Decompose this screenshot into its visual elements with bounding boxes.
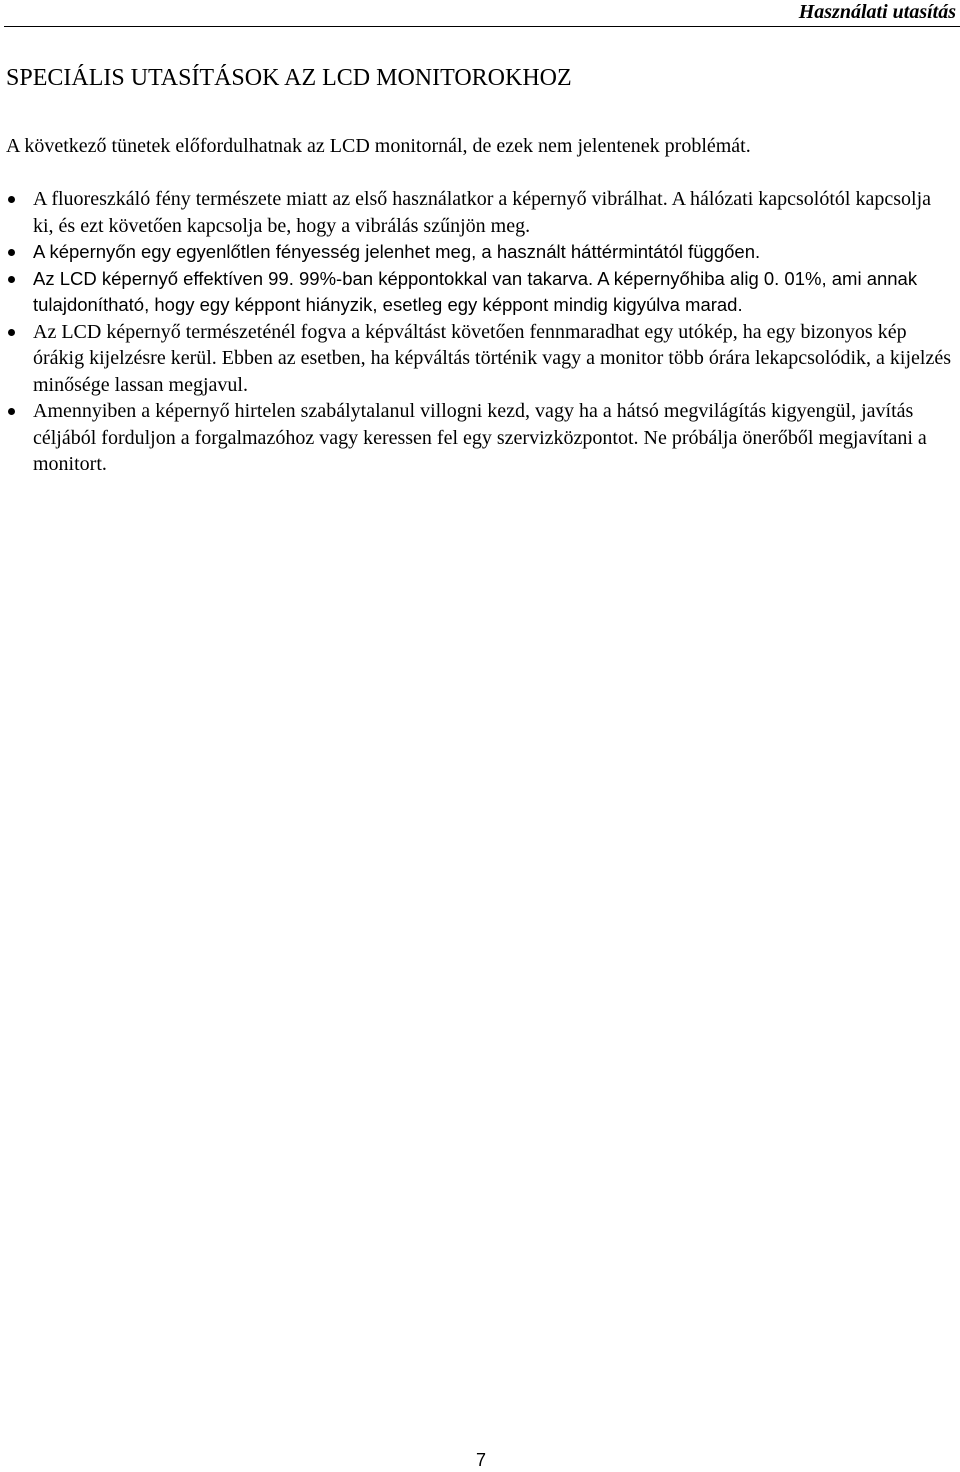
intro-paragraph: A következő tünetek előfordulhatnak az LCD monitornál, de ezek nem jelentenek problémát. bbox=[6, 135, 751, 157]
bullet-icon bbox=[8, 408, 15, 415]
section-title: SPECIÁLIS UTASÍTÁSOK AZ LCD MONITOROKHOZ bbox=[6, 65, 572, 91]
list-item bbox=[0, 239, 960, 266]
bullet-icon bbox=[8, 329, 15, 336]
header-divider bbox=[4, 26, 960, 27]
bullet-text: A fluoreszkáló fény természete miatt az első használatkor a képernyő vibrálhat. A hálózati kapcsolótól kapcsolja ki, és ezt követően kapcsolja be, hogy a vibrálás szűnjön meg. bbox=[33, 188, 932, 237]
bullet-text: Az LCD képernyő természeténél fogva a képváltást követően fennmaradhat egy utókép, ha egy bizonyos kép órákig kijelzésre kerül. Ebben az esetben, ha képváltás történik vagy a monitor több órára lekapcsolódik, a kijelzés minősége lassan megjavul. bbox=[33, 320, 951, 396]
bullet-list bbox=[0, 186, 960, 478]
page-number: 7 bbox=[476, 1450, 487, 1470]
list-item bbox=[0, 266, 960, 319]
bullet-text: Az LCD képernyő effektíven 99. 99%-ban képpontokkal van takarva. A képernyőhiba alig 0. 01%, ami annak tulajdonítható, hogy egy képpont hiányzik, esetleg egy képpont mindig kigyúlva marad. bbox=[33, 267, 918, 315]
list-item bbox=[0, 319, 960, 399]
bullet-text: A képernyőn egy egyenlőtlen fényesség jelenhet meg, a használt háttérmintától függően. bbox=[33, 241, 761, 262]
header-title: Használati utasítás bbox=[798, 1, 956, 23]
bullet-icon bbox=[8, 196, 15, 203]
bullet-icon bbox=[8, 276, 15, 283]
list-item bbox=[0, 398, 960, 478]
bullet-icon bbox=[8, 249, 15, 256]
list-item bbox=[0, 186, 960, 239]
bullet-text: Amennyiben a képernyő hirtelen szabálytalanul villogni kezd, vagy ha a hátsó megvilágítás kigyengül, javítás céljából forduljon a forgalmazóhoz vagy keressen fel egy szervizközpontot. Ne próbálja önerőből megjavítani a monitort. bbox=[33, 400, 927, 475]
